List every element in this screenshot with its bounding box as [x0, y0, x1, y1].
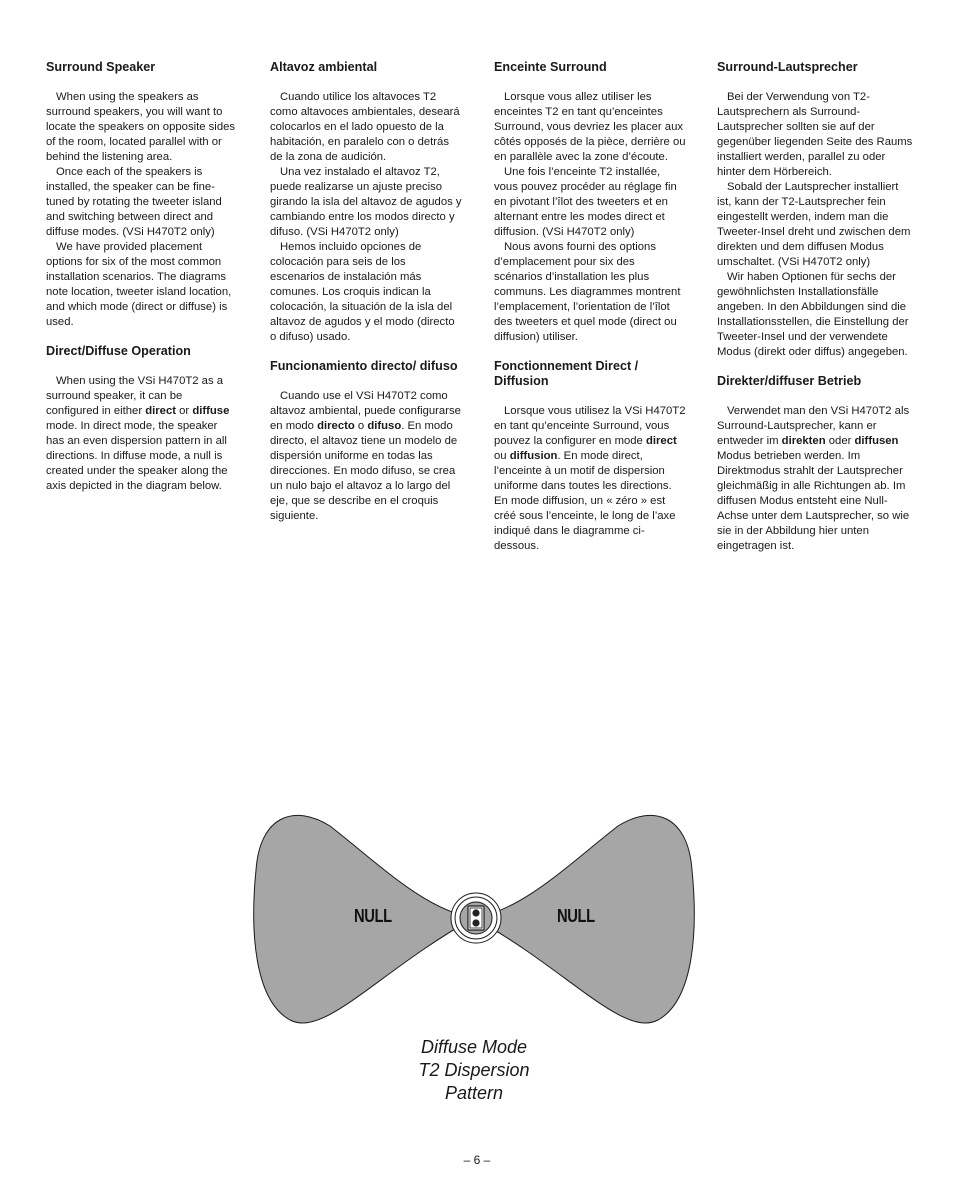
column-english — [46, 60, 238, 494]
text-run: Verwendet man den VSi H470T2 als Surround-Lautsprecher, kann er entweder im — [717, 405, 910, 447]
text-run: . En modo directo, el altavoz tiene un modelo de dispersión uniforme en todas las direcciones. En modo difuso, se crea un nulo bajo el altavoz a lo largo del eje, que se describe en el croquis siguiente. — [270, 420, 458, 522]
bold-term: direct — [645, 435, 677, 447]
caption-line: Diffuse Mode — [420, 1037, 528, 1057]
bold-term: direkten — [781, 435, 826, 447]
text-run: Modus betrieben werden. Im Direktmodus strahlt der Lautsprecher gleichmäßig in alle Richtungen ab. Im diffusen Modus entsteht eine Null-Achse unter dem Lautsprecher, so wie sie in der Abbildung hier unten eingetragen ist. — [717, 450, 910, 552]
section-heading: Direct/Diffuse Operation — [46, 344, 191, 358]
paragraph: When using the speakers as surround speakers, you will want to locate the speakers on opposite sides of the room, located parallel with or behind the listening area. — [46, 91, 236, 163]
bold-term: diffuse — [192, 405, 230, 417]
null-label-right: NULL — [557, 906, 595, 926]
paragraph — [717, 404, 913, 554]
section-heading: Enceinte Surround — [494, 60, 607, 74]
text-run: or — [176, 405, 193, 417]
text-run: When using the VSi H470T2 as a surround speaker, it can be configured in either — [46, 375, 224, 417]
dispersion-diagram — [250, 810, 696, 1030]
paragraph — [494, 404, 686, 554]
caption-line: Pattern — [444, 1083, 504, 1103]
paragraph: Cuando utilice los altavoces T2 como altavoces ambientales, deseará colocarlos en el lado opuesto de la habitación, en paralelo con o detrás de la zona de audición. — [270, 91, 460, 163]
section-heading: Altavoz ambiental — [270, 60, 378, 74]
text-run: oder — [825, 435, 855, 447]
column-french — [494, 60, 686, 554]
section-heading: Surround Speaker — [46, 60, 156, 74]
paragraph: Une fois l’enceinte T2 installée, vous pouvez procéder au réglage fin en pivotant l’îlot des tweeters et en alternant entre les modes direct et diffusion. (VSi H470T2 only) — [494, 166, 677, 238]
null-label-left: NULL — [354, 906, 392, 926]
paragraph: Nous avons fourni des options d’emplacement pour six des scénarios d’installation les plus communs. Les diagrammes montrent l’emplacement, l’orientation de l’îlot des tweeters et quel mode (direct ou diffusion) utiliser. — [494, 241, 681, 343]
bold-term: direct — [145, 405, 176, 417]
text-run: mode. In direct mode, the speaker has an even dispersion pattern in all directions. In diffuse mode, a null is created under the speaker along the axis depicted in the diagram below. — [46, 420, 228, 492]
speaker-icon — [451, 893, 501, 943]
section-heading: Surround-Lautsprecher — [717, 60, 858, 74]
paragraph: Once each of the speakers is installed, the speaker can be fine-tuned by rotating the tweeter island and switching between direct and diffuse modes. (VSi H470T2 only) — [46, 166, 222, 238]
section-heading: Funcionamiento directo/ difuso — [270, 359, 458, 373]
column-german — [717, 60, 913, 554]
page-number: – 6 – — [463, 1153, 491, 1167]
text-run: ou — [494, 450, 510, 462]
text-run: o — [354, 420, 368, 432]
paragraph: Bei der Verwendung von T2-Lautsprechern als Surround-Lautsprecher sollten sie auf der gegenüber liegenden Seite des Raums installiert werden, parallel zu oder hinter dem Hörbereich. — [717, 91, 913, 178]
text-run: . En mode direct, l’enceinte à un motif de dispersion uniforme dans toutes les directions. En mode diffusion, un « zéro » est créé sous l’enceinte, le long de l’axe indiqué dans le diagramme ci-dessous. — [494, 450, 676, 552]
caption-line: T2 Dispersion — [418, 1060, 530, 1080]
paragraph: We have provided placement options for six of the most common installation scenarios. The diagrams note location, tweeter island location, and which mode (direct or diffuse) is used. — [46, 241, 232, 328]
bold-term: diffusen — [854, 435, 899, 447]
dispersion-pattern-graphic — [250, 810, 696, 1030]
paragraph: Lorsque vous allez utiliser les enceintes T2 en tant qu’enceintes Surround, vous devriez les placer aux côtés opposés de la pièce, derrière ou en parallèle avec la zone d’écoute. — [494, 91, 686, 163]
paragraph: Una vez instalado el altavoz T2, puede realizarse un ajuste preciso girando la isla del altavoz de agudos y cambiando entre los modos directo y difuso. (VSi H470T2 only) — [270, 166, 462, 238]
bold-term: directo — [317, 420, 355, 432]
section-heading: Direkter/diffuser Betrieb — [717, 374, 862, 388]
text-run: Lorsque vous utilisez la VSi H470T2 en tant qu’enceinte Surround, vous pouvez la configurer en mode — [494, 405, 686, 447]
paragraph: Sobald der Lautsprecher installiert ist, kann der T2-Lautsprecher fein eingestellt werden, indem man die Tweeter-Insel dreht und zwischen dem direkten und dem diffusen Modus umschaltet. (VSi H470T2 only) — [717, 181, 911, 268]
section-heading: Fonctionnement Direct / Diffusion — [494, 359, 639, 388]
paragraph: Hemos incluido opciones de colocación para seis de los escenarios de instalación más comunes. Los croquis indican la colocación, la situación de la isla del altavoz de agudos y el modo (directo o difuso) usado. — [270, 241, 455, 343]
paragraph: Wir haben Optionen für sechs der gewöhnlichsten Installationsfälle angeben. In den Abbildungen sind die Installationsstellen, die Einstellung der Tweeter-Insel und der verwendete Modus (direkt oder diffus) angegeben. — [717, 271, 909, 358]
paragraph — [270, 389, 462, 524]
column-spanish — [270, 60, 462, 524]
bold-term: difuso — [367, 420, 402, 432]
text-run: Cuando use el VSi H470T2 como altavoz ambiental, puede configurarse en modo — [270, 390, 461, 432]
paragraph — [46, 374, 238, 494]
bold-term: diffusion — [509, 450, 558, 462]
diagram-caption — [374, 1036, 574, 1105]
